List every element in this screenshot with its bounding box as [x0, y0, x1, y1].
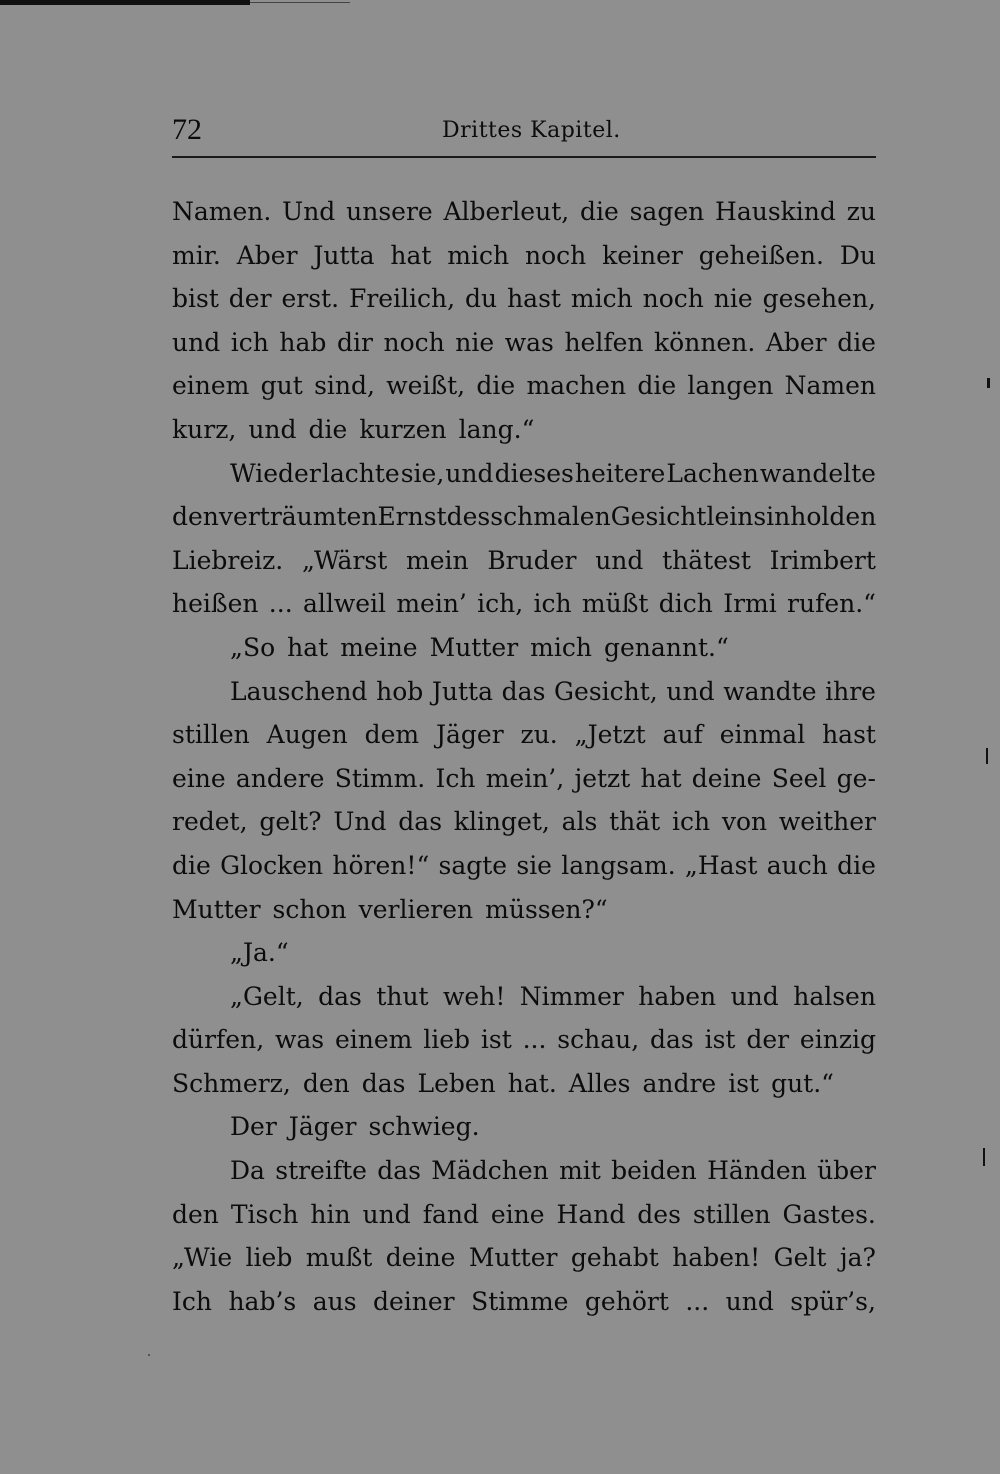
word: ... — [685, 1286, 710, 1316]
word: Mädchen — [431, 1156, 549, 1186]
word: fand — [422, 1199, 479, 1229]
word: Da — [230, 1156, 265, 1186]
word: Lauschend — [230, 676, 368, 706]
page-header — [172, 112, 876, 152]
word: verträumten — [218, 502, 378, 532]
word: das — [650, 1025, 694, 1055]
word: Gastes. — [782, 1199, 876, 1229]
word: mußt — [305, 1243, 373, 1273]
word: und — [248, 414, 297, 444]
word: Namen — [784, 371, 876, 401]
word: die — [172, 850, 211, 880]
word: das — [377, 1156, 421, 1186]
word: von — [721, 807, 768, 837]
word: ihre — [825, 676, 876, 706]
word: andere — [235, 763, 325, 793]
word: hat — [640, 763, 682, 793]
word: das — [361, 1068, 406, 1098]
word: zu. — [520, 720, 558, 750]
word: nie — [713, 284, 753, 314]
word: thät — [609, 807, 661, 837]
word: ist — [704, 1025, 736, 1055]
word: ich — [230, 327, 269, 357]
word: Irimbert — [769, 545, 876, 575]
word: die — [308, 414, 348, 444]
word: dir — [336, 327, 373, 357]
word: deine — [385, 1243, 456, 1273]
word: „Jetzt — [574, 720, 646, 750]
text-line — [172, 277, 876, 321]
text-line — [172, 321, 876, 365]
word: Irmi — [723, 589, 777, 619]
text-line — [172, 408, 876, 452]
word: Alles — [568, 1068, 631, 1098]
word: bist — [172, 284, 219, 314]
word: und — [445, 458, 494, 488]
word: heitere — [574, 458, 666, 488]
word: kurzen — [359, 414, 447, 444]
margin-mark — [983, 1148, 985, 1166]
word: beiden — [611, 1156, 697, 1186]
text-line — [172, 975, 876, 1019]
word: die — [837, 850, 876, 880]
word: der — [746, 1025, 790, 1055]
word: die — [476, 371, 516, 401]
word: thut — [376, 981, 429, 1011]
word: gehört — [584, 1286, 669, 1316]
word: dürfen, — [172, 1025, 265, 1055]
word: einzig — [799, 1025, 876, 1055]
text-line — [172, 888, 876, 932]
word: und — [666, 676, 715, 706]
word: Glocken — [220, 850, 324, 880]
word: stillen — [692, 1199, 771, 1229]
word: Nimmer — [519, 981, 624, 1011]
word: Gesicht, — [554, 676, 658, 706]
margin-mark — [987, 378, 990, 388]
word: Bruder — [487, 545, 577, 575]
word: die — [837, 327, 876, 357]
word: müßt — [581, 589, 649, 619]
word: Hauskind — [715, 197, 836, 226]
word: Und — [282, 197, 336, 226]
word: Du — [839, 240, 876, 270]
word: lieb — [423, 1025, 471, 1055]
word: Gelt — [773, 1243, 827, 1273]
word: Jutta — [431, 676, 494, 706]
word: rufen.“ — [787, 589, 876, 619]
word: noch — [524, 240, 587, 270]
word: verlieren — [358, 894, 474, 924]
word: Liebreiz. — [172, 545, 284, 575]
word: Tisch — [230, 1199, 299, 1229]
word: haben! — [672, 1243, 761, 1273]
word: wandte — [723, 676, 817, 706]
word: Jutta — [313, 240, 375, 270]
text-line — [172, 1149, 876, 1193]
word: hast — [822, 720, 876, 750]
text-line — [172, 190, 876, 234]
word: hören!“ — [332, 850, 430, 880]
margin-mark — [986, 748, 988, 764]
word: unsere — [346, 197, 433, 226]
word: Der — [230, 1112, 277, 1142]
word: „Wärst — [301, 545, 388, 575]
word: haben — [638, 981, 717, 1011]
word: Jäger — [288, 1112, 357, 1142]
word: und — [725, 1286, 774, 1316]
word: in — [766, 502, 791, 532]
word: den — [302, 1068, 350, 1098]
word: was — [504, 327, 554, 357]
text-line — [172, 364, 876, 408]
word: holden — [790, 502, 877, 532]
word: müssen?“ — [485, 894, 608, 924]
word: dieses — [494, 458, 574, 488]
word: als — [561, 807, 598, 837]
word: aus — [312, 1286, 357, 1316]
word: Seel — [771, 763, 827, 793]
word: sagen — [629, 197, 705, 226]
text-line — [172, 1236, 876, 1280]
word: langsam. — [561, 850, 676, 880]
text-line — [172, 495, 876, 539]
word: dich — [658, 589, 713, 619]
text-line — [172, 539, 876, 583]
word: hob — [376, 676, 424, 706]
word: ja? — [839, 1243, 876, 1273]
word: gut — [260, 371, 303, 401]
text-line — [172, 713, 876, 757]
word: keiner — [602, 240, 683, 270]
word: schon — [272, 894, 347, 924]
word: sind, — [314, 371, 375, 401]
word: langen — [687, 371, 774, 401]
word: lang.“ — [458, 414, 535, 444]
word: und — [595, 545, 644, 575]
word: mich — [530, 632, 592, 662]
word: sagte — [438, 850, 508, 880]
word: über — [817, 1156, 876, 1186]
word: Mutter — [172, 894, 261, 924]
word: spür’s, — [790, 1286, 876, 1316]
word: deiner — [372, 1286, 455, 1316]
word: andre — [642, 1068, 717, 1098]
word: Leben — [417, 1068, 496, 1098]
word: ich, — [477, 589, 524, 619]
word: Gesichtleins — [610, 502, 767, 532]
word: den — [172, 502, 219, 532]
word: Und — [333, 807, 387, 837]
header-rule — [172, 156, 876, 158]
word: das — [398, 807, 443, 837]
word: mein’ — [396, 589, 467, 619]
word: mein — [406, 545, 469, 575]
word: „Hast — [684, 850, 758, 880]
word: stillen — [172, 720, 250, 750]
word: streifte — [275, 1156, 367, 1186]
word: einem — [334, 1025, 413, 1055]
word: der — [228, 284, 272, 314]
word: hat — [287, 632, 329, 662]
word: allweil — [302, 589, 387, 619]
word: sie — [516, 850, 552, 880]
word: und — [730, 981, 779, 1011]
text-line — [172, 626, 876, 670]
word: die — [637, 371, 677, 401]
text-line — [172, 582, 876, 626]
word: hin — [310, 1199, 351, 1229]
word: meine — [340, 632, 418, 662]
word: eine — [490, 1199, 545, 1229]
word: einmal — [719, 720, 806, 750]
text-line — [172, 800, 876, 844]
word: weh! — [443, 981, 506, 1011]
word: geheißen. — [698, 240, 824, 270]
word: das — [318, 981, 362, 1011]
word: Augen — [266, 720, 348, 750]
word: mit — [559, 1156, 601, 1186]
word: Händen — [707, 1156, 807, 1186]
word: noch — [642, 284, 704, 314]
text-line — [172, 234, 876, 278]
text-line — [172, 1193, 876, 1237]
word: „So — [230, 632, 276, 662]
word: Lachen — [666, 458, 759, 488]
page-number: 72 — [172, 113, 202, 146]
word: Alberleut, — [443, 197, 570, 226]
word: redet, — [172, 807, 248, 837]
word: was — [275, 1025, 325, 1055]
word: den — [172, 1199, 219, 1229]
word: ist — [480, 1025, 512, 1055]
word: des — [446, 502, 491, 532]
word: auf — [662, 720, 703, 750]
word: ist — [728, 1068, 760, 1098]
word: Aber — [765, 327, 827, 357]
word: „Ja.“ — [230, 938, 289, 968]
text-line — [172, 931, 876, 975]
text-line — [172, 1062, 876, 1106]
word: gesehen, — [762, 284, 876, 314]
word: Mutter — [429, 632, 519, 662]
word: ge- — [836, 763, 876, 793]
word: zu — [846, 197, 876, 226]
word: weißt, — [386, 371, 466, 401]
word: deine — [691, 763, 762, 793]
word: „Gelt, — [230, 981, 304, 1011]
word: Mutter — [468, 1243, 558, 1273]
word: Ich — [172, 1286, 212, 1316]
word: schmalen — [490, 502, 611, 532]
word: Aber — [236, 240, 298, 270]
word: hab’s — [228, 1286, 297, 1316]
word: können. — [654, 327, 756, 357]
word: Jäger — [435, 720, 504, 750]
scan-edge-line — [250, 2, 350, 3]
word: thätest — [662, 545, 751, 575]
word: lachte — [321, 458, 400, 488]
word: schwieg. — [368, 1112, 480, 1142]
word: „Wie — [172, 1243, 233, 1273]
word: sie, — [400, 458, 445, 488]
word: genannt.“ — [603, 632, 729, 662]
body-text — [172, 190, 876, 1323]
word: hab — [279, 327, 327, 357]
word: weither — [778, 807, 876, 837]
word: schau, — [557, 1025, 640, 1055]
word: wandelte — [759, 458, 876, 488]
word: ich — [671, 807, 711, 837]
word: Stimme — [471, 1286, 569, 1316]
word: ich — [533, 589, 572, 619]
text-line — [172, 1105, 876, 1149]
word: Wieder — [230, 458, 321, 488]
text-line — [172, 452, 876, 496]
scan-speck — [148, 1354, 150, 1356]
running-head: Drittes Kapitel. — [442, 118, 621, 143]
word: du — [465, 284, 498, 314]
text-line — [172, 670, 876, 714]
word: kurz, — [172, 414, 237, 444]
word: halsen — [793, 981, 876, 1011]
word: gelt? — [259, 807, 322, 837]
word: eine — [172, 763, 226, 793]
word: klinget, — [453, 807, 550, 837]
text-line — [172, 757, 876, 801]
word: lieb — [245, 1243, 293, 1273]
word: und — [362, 1199, 411, 1229]
word: dem — [364, 720, 420, 750]
word: die — [579, 197, 619, 226]
word: Schmerz, — [172, 1068, 291, 1098]
word: mir. — [172, 240, 221, 270]
word: noch — [383, 327, 445, 357]
word: helfen — [564, 327, 644, 357]
word: Freilich, — [348, 284, 456, 314]
word: hast — [507, 284, 561, 314]
word: Stimm. — [334, 763, 426, 793]
word: mein’, — [485, 763, 565, 793]
word: auch — [766, 850, 828, 880]
word: Hand — [556, 1199, 626, 1229]
word: das — [501, 676, 546, 706]
word: mich — [570, 284, 633, 314]
word: und — [172, 327, 221, 357]
word: einem — [172, 371, 250, 401]
word: des — [637, 1199, 681, 1229]
word: gehabt — [570, 1243, 659, 1273]
text-line — [172, 844, 876, 888]
word: gut.“ — [771, 1068, 834, 1098]
word: hat. — [507, 1068, 557, 1098]
word: heißen — [172, 589, 259, 619]
word: jetzt — [574, 763, 631, 793]
scan-edge-bar — [0, 0, 250, 5]
word: ... — [268, 589, 293, 619]
word: nie — [455, 327, 495, 357]
word: Ich — [435, 763, 476, 793]
word: hat — [390, 240, 432, 270]
text-line — [172, 1280, 876, 1324]
word: mich — [447, 240, 510, 270]
word: erst. — [281, 284, 340, 314]
word: Ernst — [377, 502, 447, 532]
word: machen — [526, 371, 627, 401]
text-line — [172, 1018, 876, 1062]
word: ... — [522, 1025, 547, 1055]
word: Namen. — [172, 197, 272, 226]
